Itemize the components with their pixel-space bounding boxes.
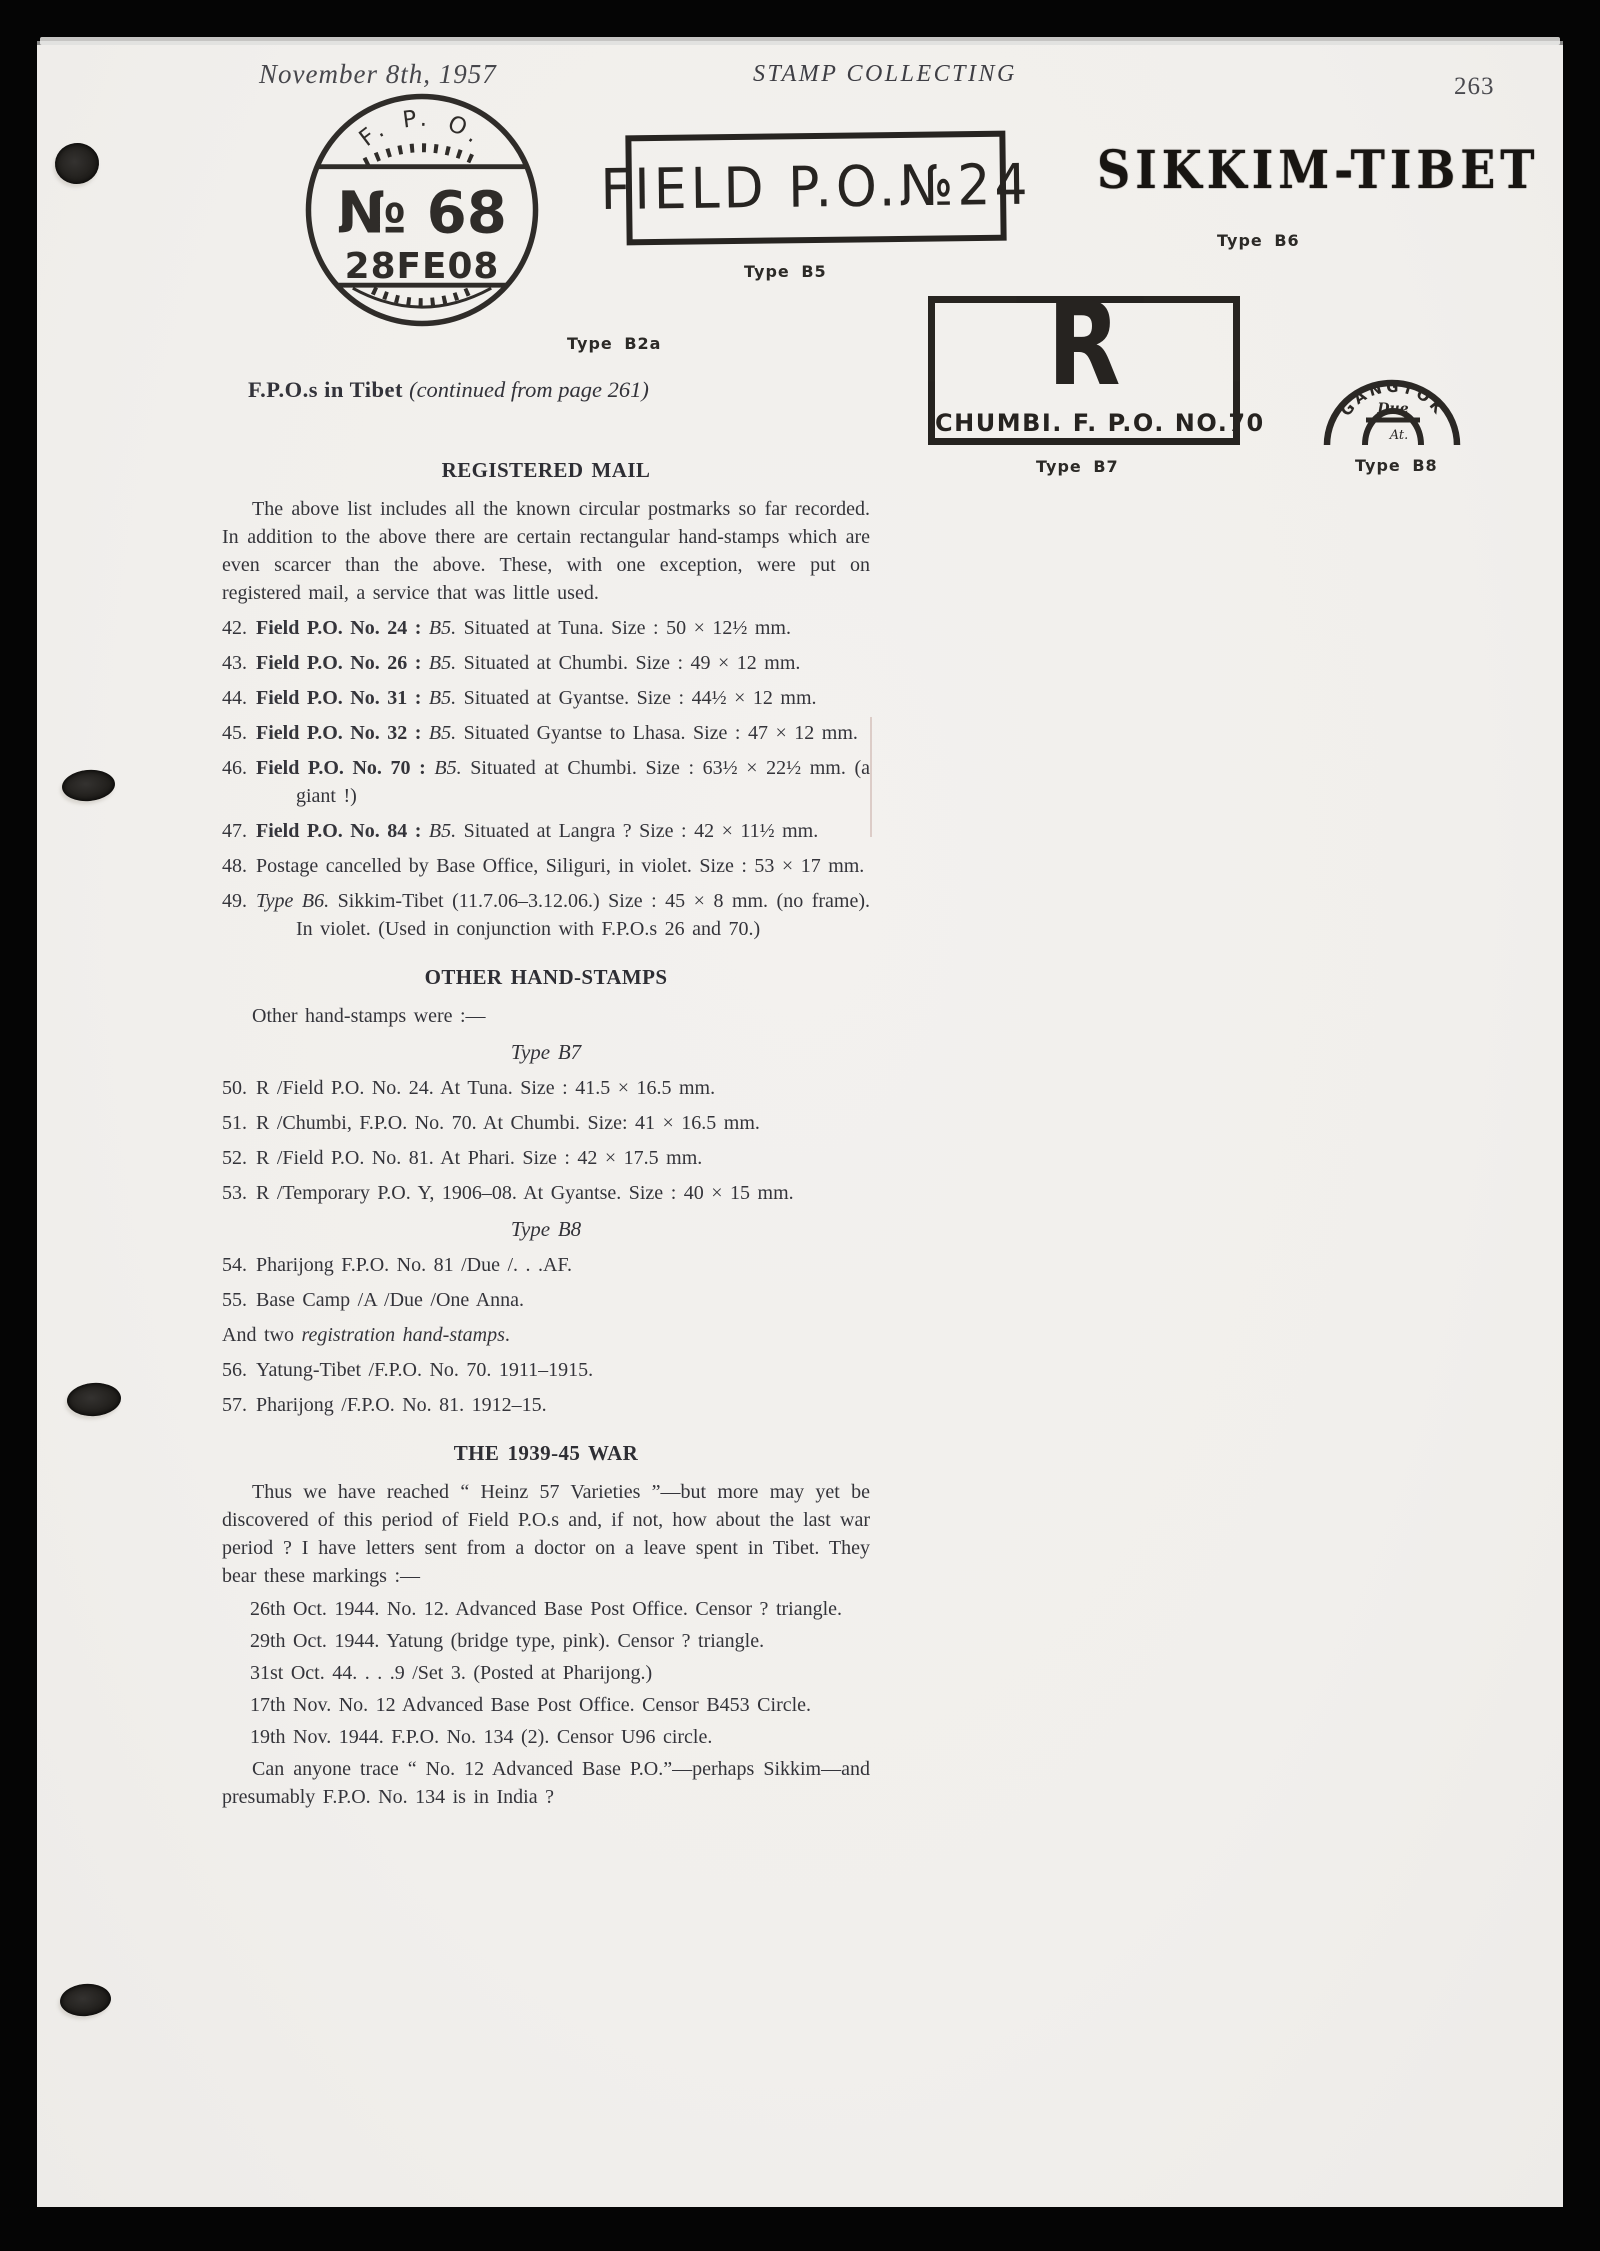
item-number: 56. [222, 1359, 247, 1381]
text-run: Field P.O. No. 26 : [256, 652, 429, 674]
text-run: Field P.O. No. 84 : [256, 820, 429, 842]
postmark-b7-bottom-text: CHUMBI. F. P.O. NO.70 [935, 409, 1265, 437]
text-run: Yatung-Tibet /F.P.O. No. 70. 1911–1915. [256, 1359, 594, 1381]
postmark-b6-text: SIKKIM-TIBET [1097, 139, 1540, 201]
text-run: Situated at Chumbi. Size : 63½ × 22½ mm. (a giant !) [296, 757, 870, 807]
text-block [222, 1356, 870, 1384]
text-run: 17th Nov. No. 12 Advanced Base Post Office. Censor B453 Circle. [250, 1694, 812, 1716]
text-block [222, 1286, 870, 1314]
text-block [222, 495, 870, 607]
punch-hole-4 [59, 1982, 113, 2018]
text-run: Thus we have reached “ Heinz 57 Varieties ”—but more may yet be discovered of this period of Field P.O.s and, if not, how about the last war period ? I have letters sent from a doctor on a leave spent in Tibet. They bear these markings :— [222, 1481, 870, 1587]
text-block [222, 1038, 870, 1066]
text-run: Sikkim-Tibet (11.7.06–3.12.06.) Size : 45 × 8 mm. (no frame). In violet. (Used in conjunction with F.P.O.s 26 and 70.) [296, 890, 871, 940]
text-run: Field P.O. No. 24 : [256, 617, 429, 639]
postmark-b8-at-text: At. [1389, 428, 1409, 443]
article-subtitle [248, 377, 649, 403]
text-run: Type B6. [256, 890, 330, 912]
text-block [250, 1595, 870, 1623]
subtitle-bold: F.P.O.s in Tibet [248, 377, 410, 402]
text-block [222, 887, 870, 943]
text-run: 29th Oct. 1944. Yatung (bridge type, pink). Censor ? triangle. [250, 1630, 765, 1652]
text-block [222, 817, 870, 845]
text-run: registration hand-stamps [301, 1324, 505, 1346]
item-number: 54. [222, 1254, 247, 1276]
item-number: 50. [222, 1077, 247, 1099]
item-number: 52. [222, 1147, 247, 1169]
item-number: 43. [222, 652, 247, 674]
postmark-b8-arch [1318, 328, 1466, 453]
punch-hole-1 [52, 140, 101, 187]
postmark-b5-box [600, 131, 1032, 246]
text-block [250, 1627, 870, 1655]
text-run: Other hand-stamps were :— [252, 1005, 486, 1027]
text-block [222, 684, 870, 712]
postmark-b2a-date: 28FE08 [344, 246, 500, 288]
text-run: Can anyone trace “ No. 12 Advanced Base P.O.”—perhaps Sikkim—and presumably F.P.O. No. 134 is in India ? [222, 1758, 870, 1808]
text-run: B5. [428, 652, 457, 674]
text-block [250, 1659, 870, 1687]
figure-label-b6: Type B6 [1217, 231, 1300, 250]
text-run: B5. [434, 757, 462, 779]
text-block [222, 1321, 870, 1349]
column-rule [870, 717, 872, 837]
text-block [222, 1251, 870, 1279]
item-number: 57. [222, 1394, 247, 1416]
text-run: 26th Oct. 1944. No. 12. Advanced Base Post Office. Censor ? triangle. [250, 1598, 843, 1620]
postmark-b7-letter: R [1047, 277, 1121, 412]
text-block [222, 1215, 870, 1243]
header-page-number: 263 [1454, 73, 1495, 100]
text-run: B5. [428, 617, 457, 639]
header-date: November 8th, 1957 [259, 59, 497, 89]
item-number: 49. [222, 890, 247, 912]
text-run: Field P.O. No. 70 : [256, 757, 435, 779]
text-block [222, 754, 870, 810]
text-run: R /Temporary P.O. Y, 1906–08. At Gyantse. Size : 40 × 15 mm. [256, 1182, 794, 1204]
text-block [222, 1478, 870, 1590]
text-run: Situated Gyantse to Lhasa. Size : 47 × 12 mm. [456, 722, 858, 744]
text-run: Situated at Chumbi. Size : 49 × 12 mm. [456, 652, 801, 674]
postmark-b2a-arc-text: F. P. O. [354, 105, 490, 152]
subtitle-italic: (continued from page 261) [409, 377, 649, 402]
text-block [222, 852, 870, 880]
text-run: Field P.O. No. 32 : [256, 722, 429, 744]
paper-top-edge [40, 37, 1560, 45]
item-number: 44. [222, 687, 247, 709]
text-run: B5. [428, 820, 457, 842]
text-run: . [504, 1324, 510, 1346]
item-number: 55. [222, 1289, 247, 1311]
text-block [222, 1179, 870, 1207]
item-number: 53. [222, 1182, 247, 1204]
text-run: Type B7 [510, 1040, 582, 1064]
figure-label-b5: Type B5 [744, 262, 827, 281]
article-body [222, 443, 870, 1816]
text-run: R /Field P.O. No. 24. At Tuna. Size : 41.5 × 16.5 mm. [256, 1077, 716, 1099]
text-block [222, 719, 870, 747]
text-run: 31st Oct. 44. . . .9 /Set 3. (Posted at Pharijong.) [250, 1662, 653, 1684]
text-run: R /Field P.O. No. 81. At Phari. Size : 42 × 17.5 mm. [256, 1147, 703, 1169]
text-run: Pharijong F.P.O. No. 81 /Due /. . .AF. [256, 1254, 572, 1276]
postmark-b2a-circle [301, 89, 543, 331]
item-number: 51. [222, 1112, 247, 1134]
text-run: B5. [428, 722, 457, 744]
text-block [222, 614, 870, 642]
text-run: Type B8 [510, 1217, 582, 1241]
postmark-b8-arc-text: GANGTOK [1336, 377, 1450, 420]
text-run: Field P.O. No. 31 : [256, 687, 429, 709]
text-run: Situated at Langra ? Size : 42 × 11½ mm. [456, 820, 819, 842]
text-block [222, 1109, 870, 1137]
text-block [222, 649, 870, 677]
text-run: And two [222, 1324, 302, 1346]
punch-hole-3 [66, 1381, 122, 1418]
text-block [222, 1002, 870, 1030]
item-number: 45. [222, 722, 247, 744]
text-run: B5. [428, 687, 457, 709]
text-run: 19th Nov. 1944. F.P.O. No. 134 (2). Censor U96 circle. [250, 1726, 713, 1748]
section-heading: REGISTERED MAIL [441, 458, 651, 482]
postmark-b5-text: FIELD P.O.№24 [600, 152, 1032, 224]
text-block [250, 1691, 870, 1719]
text-run: The above list includes all the known circular postmarks so far recorded. In addition to the above there are certain rectangular hand-stamps which are even scarcer than the above. These, with one exception, were put on registered mail, a service that was little used. [222, 498, 870, 604]
text-block [222, 1074, 870, 1102]
punch-hole-2 [61, 768, 117, 804]
text-run: Situated at Tuna. Size : 50 × 12½ mm. [456, 617, 791, 639]
text-run: R /Chumbi, F.P.O. No. 70. At Chumbi. Size: 41 × 16.5 mm. [256, 1112, 760, 1134]
text-block [222, 1144, 870, 1172]
text-run: Situated at Gyantse. Size : 44½ × 12 mm. [456, 687, 817, 709]
postmark-b8-due-text: Due [1377, 401, 1409, 417]
text-block [222, 1391, 870, 1419]
section-heading: THE 1939-45 WAR [453, 1441, 639, 1465]
postmark-b7-box [928, 277, 1265, 445]
postmark-b2a-number: № 68 [337, 178, 507, 247]
item-number: 47. [222, 820, 247, 842]
item-number: 42. [222, 617, 247, 639]
text-block [222, 1755, 870, 1811]
figure-label-b7: Type B7 [1036, 457, 1119, 476]
text-block [250, 1723, 870, 1751]
scanned-page [37, 45, 1563, 2207]
item-number: 48. [222, 855, 247, 877]
figure-label-b8: Type B8 [1355, 456, 1438, 475]
text-run: Postage cancelled by Base Office, Siliguri, in violet. Size : 53 × 17 mm. [256, 855, 865, 877]
header-magazine-title: STAMP COLLECTING [753, 61, 1017, 87]
item-number: 46. [222, 757, 247, 779]
section-heading: OTHER HAND-STAMPS [424, 965, 668, 989]
text-run: Base Camp /A /Due /One Anna. [256, 1289, 525, 1311]
text-run: Pharijong /F.P.O. No. 81. 1912–15. [256, 1394, 547, 1416]
figure-label-b2a: Type B2a [567, 334, 662, 353]
